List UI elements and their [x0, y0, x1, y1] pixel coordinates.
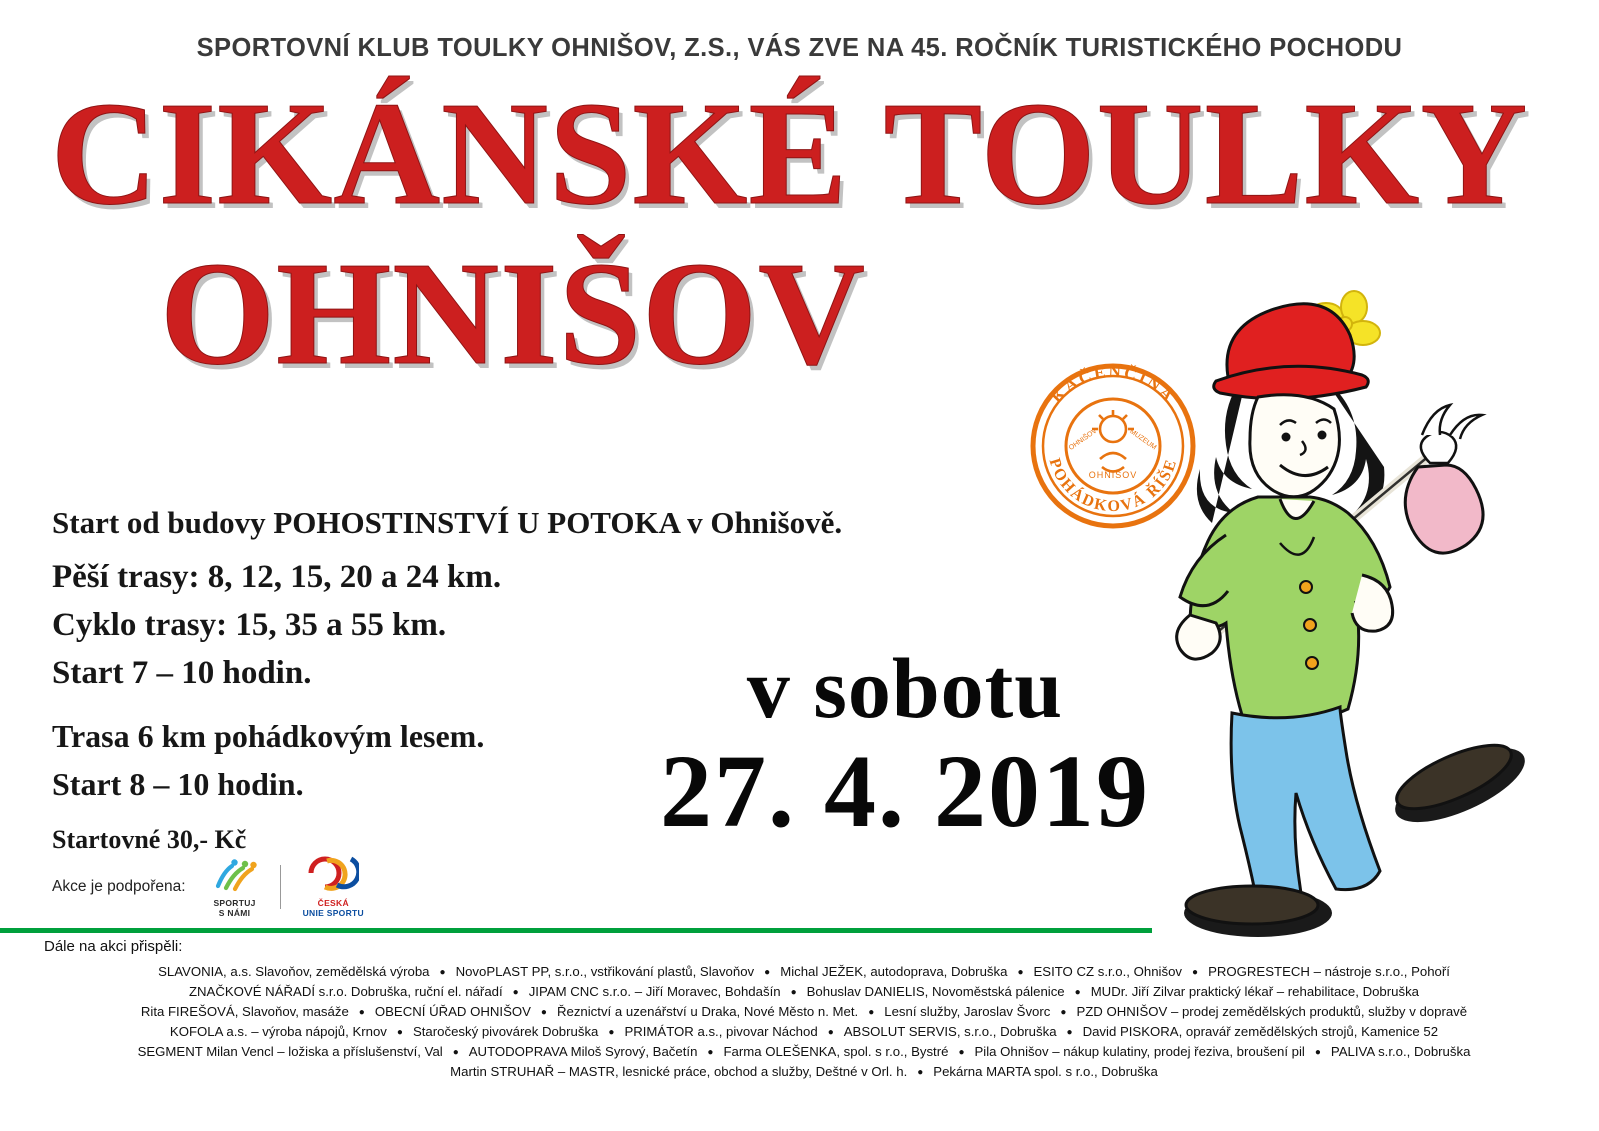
start-time-1-text: Start 7 – 10 hodin.	[52, 655, 312, 691]
sponsor-name: OBECNÍ ÚŘAD OHNIŠOV	[374, 1004, 531, 1020]
bullet-icon: ●	[608, 1027, 615, 1039]
sponsor-name: Martin STRUHAŘ – MASTR, lesnické práce, obchod a služby, Deštné v Orl. h.	[450, 1064, 908, 1080]
svg-text:OHNIŠOV: OHNIŠOV	[1088, 470, 1138, 480]
event-date-block	[585, 640, 1225, 849]
sponsor-name: Řeznictví a uzenářství u Draka, Nové Město n. Met.	[556, 1004, 859, 1020]
title-line-1: CIKÁNSKÉ TOULKY	[50, 72, 1529, 236]
sponsor-name: Michal JEŽEK, autodoprava, Dobruška	[780, 964, 1008, 979]
sponsor-row	[44, 962, 1564, 982]
sponsor-name: PALIVA s.r.o., Dobruška	[1330, 1044, 1471, 1060]
bullet-icon: ●	[707, 1047, 714, 1059]
sponsor-name: Pila Ohnišov – nákup kulatiny, prodej řeziva, broušení pil	[974, 1044, 1305, 1060]
bullet-icon: ●	[1314, 1047, 1321, 1059]
bullet-icon: ●	[396, 1027, 403, 1039]
svg-text:KAČENČINA: KAČENČINA	[1047, 361, 1180, 407]
event-invitation-header: SPORTOVNÍ KLUB TOULKY OHNIŠOV, Z.S., VÁS ZVE NA 45. ROČNÍK TURISTICKÉHO POCHODU	[196, 34, 1403, 62]
entry-fee-text: Startovné 30,- Kč	[52, 825, 247, 854]
bullet-icon: ●	[827, 1027, 834, 1039]
start-time-2-text: Start 8 – 10 hodin.	[52, 766, 304, 802]
sponsor-name: David PISKORA, opravář zemědělských strojů, Kamenice 52	[1082, 1024, 1439, 1040]
cycling-routes-text: Cyklo trasy: 15, 35 a 55 km.	[52, 607, 447, 643]
bullet-icon: ●	[790, 986, 797, 998]
sportuj-s-nami-logo	[212, 856, 258, 918]
svg-text:POHÁDKOVÁ ŘÍŠE: POHÁDKOVÁ ŘÍŠE	[1045, 456, 1181, 516]
logo-divider	[280, 865, 281, 909]
sponsor-name: Farma OLEŠENKA, spol. s r.o., Bystré	[723, 1044, 949, 1060]
cus-caption-line1: ČESKÁ	[317, 898, 349, 908]
sponsor-name: ZNAČKOVÉ NÁŘADÍ s.r.o. Dobruška, ruční el. nářadí	[188, 984, 503, 1000]
sponsor-name: MUDr. Jiří Zilvar praktický lékař – rehabilitace, Dobruška	[1090, 984, 1420, 1000]
sponsor-name: PZD OHNIŠOV – prodej zemědělských produktů, služby v dopravě	[1076, 1004, 1468, 1020]
sponsor-name: Staročeský pivovárek Dobruška	[412, 1024, 599, 1040]
sportuj-caption-line2: S NÁMI	[218, 907, 251, 918]
sponsor-name: Rita FIREŠOVÁ, Slavoňov, masáže	[140, 1004, 349, 1020]
sponsor-name: SEGMENT Milan Vencl – ložiska a příslušenství, Val	[137, 1044, 443, 1060]
gypsy-wanderer-illustration	[1130, 285, 1590, 945]
bullet-icon: ●	[764, 966, 771, 978]
sponsor-name: PROGRESTECH – nástroje s.r.o., Pohoří	[1208, 964, 1450, 979]
sponsor-row	[44, 1002, 1564, 1022]
fairy-forest-route-text: Trasa 6 km pohádkovým lesem.	[52, 718, 485, 754]
sponsor-row	[44, 1062, 1564, 1082]
bullet-icon: ●	[958, 1047, 965, 1059]
sponsor-name: ESITO CZ s.r.o., Ohnišov	[1033, 964, 1183, 979]
supported-by-label: Akce je podpořena:	[52, 877, 186, 895]
bullet-icon: ●	[512, 986, 519, 998]
sportuj-caption-line1: SPORTUJ	[213, 897, 256, 908]
bullet-icon: ●	[452, 1047, 459, 1059]
bullet-icon: ●	[439, 966, 446, 978]
sponsor-name: Lesní služby, Jaroslav Švorc	[884, 1004, 1051, 1020]
ceska-unie-sportu-logo	[303, 855, 364, 918]
bullet-icon: ●	[540, 1007, 547, 1019]
bullet-icon: ●	[1060, 1007, 1067, 1019]
event-weekday: v sobotu	[746, 640, 1064, 736]
bullet-icon: ●	[868, 1007, 875, 1019]
bullet-icon: ●	[917, 1067, 924, 1079]
sponsor-name: SLAVONIA, a.s. Slavoňov, zemědělská výroba	[158, 964, 430, 979]
bullet-icon: ●	[358, 1007, 365, 1019]
bullet-icon: ●	[1192, 966, 1199, 978]
sponsor-name: KOFOLA a.s. – výroba nápojů, Krnov	[169, 1024, 387, 1040]
sponsor-name: ABSOLUT SERVIS, s.r.o., Dobruška	[843, 1024, 1057, 1040]
sponsor-row	[44, 1042, 1564, 1062]
svg-text:OHNIŠOV: OHNIŠOV	[1067, 427, 1099, 452]
sponsors-block	[44, 938, 1564, 1082]
walking-routes-text: Pěší trasy: 8, 12, 15, 20 a 24 km.	[52, 559, 502, 595]
green-divider	[0, 928, 1152, 933]
cus-caption-line2: UNIE SPORTU	[302, 908, 364, 918]
sponsor-name: NovoPLAST PP, s.r.o., vstřikování plastů, Slavoňov	[455, 964, 755, 979]
sponsors-heading: Dále na akci přispěli:	[44, 938, 183, 955]
bullet-icon: ●	[1066, 1027, 1073, 1039]
sponsor-name: PRIMÁTOR a.s., pivovar Náchod	[624, 1024, 818, 1040]
bullet-icon: ●	[1074, 986, 1081, 998]
sponsor-row	[44, 1022, 1564, 1042]
event-date: 27. 4. 2019	[660, 734, 1150, 849]
start-place-text: Start od budovy POHOSTINSTVÍ U POTOKA v Ohnišově.	[52, 505, 843, 540]
sponsor-row	[44, 982, 1564, 1002]
cus-emblem-icon	[307, 855, 359, 896]
runner-icon	[212, 856, 258, 896]
sponsor-name: Bohuslav DANIELIS, Novoměstská pálenice	[806, 984, 1065, 1000]
supported-by-block	[52, 855, 364, 918]
svg-text:MUZEUM: MUZEUM	[1128, 428, 1158, 452]
sponsor-name: JIPAM CNC s.r.o. – Jiří Moravec, Bohdašín	[528, 984, 781, 1000]
sponsor-name: Pekárna MARTA spol. s r.o., Dobruška	[933, 1064, 1158, 1080]
title-line-2: OHNIŠOV	[160, 232, 867, 397]
sponsor-name: AUTODOPRAVA Miloš Syrový, Bačetín	[468, 1044, 698, 1060]
sponsors-list	[44, 962, 1564, 1082]
bullet-icon: ●	[1017, 966, 1024, 978]
